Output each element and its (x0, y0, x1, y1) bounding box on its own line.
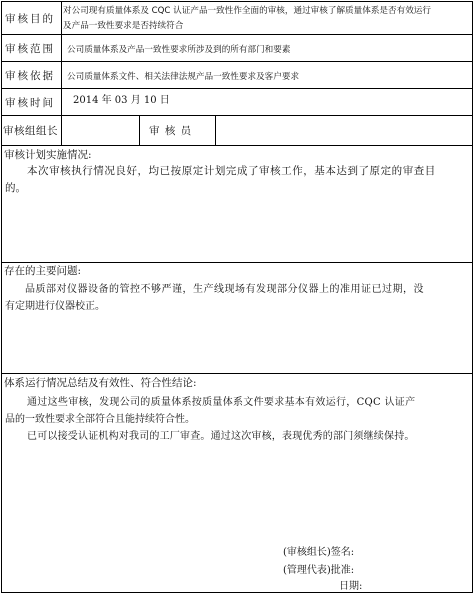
row-divider (1, 115, 473, 116)
plan-section-title: 审核计划实施情况: (4, 149, 92, 161)
auditor-label: 审 核 员 (149, 125, 193, 137)
col-divider (139, 115, 140, 145)
issues-paragraph-line-1: 品质部对仪器设备的管控不够严谨，生产线现场有发现部分仪器上的准用证已过期，没 (25, 284, 424, 295)
manager-approval-label: (管理代表)批准: (283, 565, 355, 576)
row-divider (1, 88, 473, 89)
leader-label: 审核组组长 (3, 125, 58, 137)
row-divider (1, 145, 473, 146)
plan-paragraph-line-1: 本次审核执行情况良好，均已按原定计划完成了审核工作，基本达到了原定的审查目 (27, 165, 436, 177)
scope-label: 审核范围 (5, 43, 55, 55)
basis-value: 公司质量体系文件、相关法律法规产品一致性要求及客户要求 (67, 72, 300, 82)
row-divider (1, 34, 473, 35)
issues-paragraph-line-2: 有定期进行仪器校正。 (5, 301, 105, 312)
date-label: 日期: (339, 581, 363, 592)
issues-section-title: 存在的主要问题: (4, 265, 82, 277)
conclusion-section-title: 体系运行情况总结及有效性、符合性结论: (4, 377, 197, 389)
purpose-value-line-1: 对公司现有质量体系及 CQC 认证产品一致性作全面的审核，通过审核了解质量体系是否有效运行 (63, 6, 431, 16)
leader-signature-label: (审核组长)签名: (283, 547, 355, 558)
purpose-value-line-2: 及产品一致性要求是否持续符合 (63, 21, 184, 31)
conclusion-paragraph-line-1: 通过这些审核，发现公司的质量体系按质量体系文件要求基本有效运行，CQC 认证产 (27, 397, 416, 408)
row-divider (1, 61, 473, 62)
purpose-label: 审核目的 (5, 13, 55, 25)
time-value: 2014 年 03 月 10 日 (73, 95, 170, 106)
audit-report-form (1, 1, 473, 593)
plan-paragraph-line-2: 的。 (5, 182, 26, 194)
row-divider (1, 373, 473, 374)
time-label: 审核时间 (5, 97, 55, 109)
col-divider (215, 115, 216, 145)
scope-value: 公司质量体系及产品一致性要求所涉及到的所有部门和要素 (67, 45, 291, 55)
conclusion-paragraph-line-3: 已可以接受认证机构对我司的工厂审查。通过这次审核，表现优秀的部门须继续保持。 (27, 431, 415, 442)
basis-label: 审核依据 (5, 70, 55, 82)
col-divider (61, 1, 62, 145)
conclusion-paragraph-line-2: 品的一致性要求全部符合且能持续符合性。 (5, 414, 195, 425)
